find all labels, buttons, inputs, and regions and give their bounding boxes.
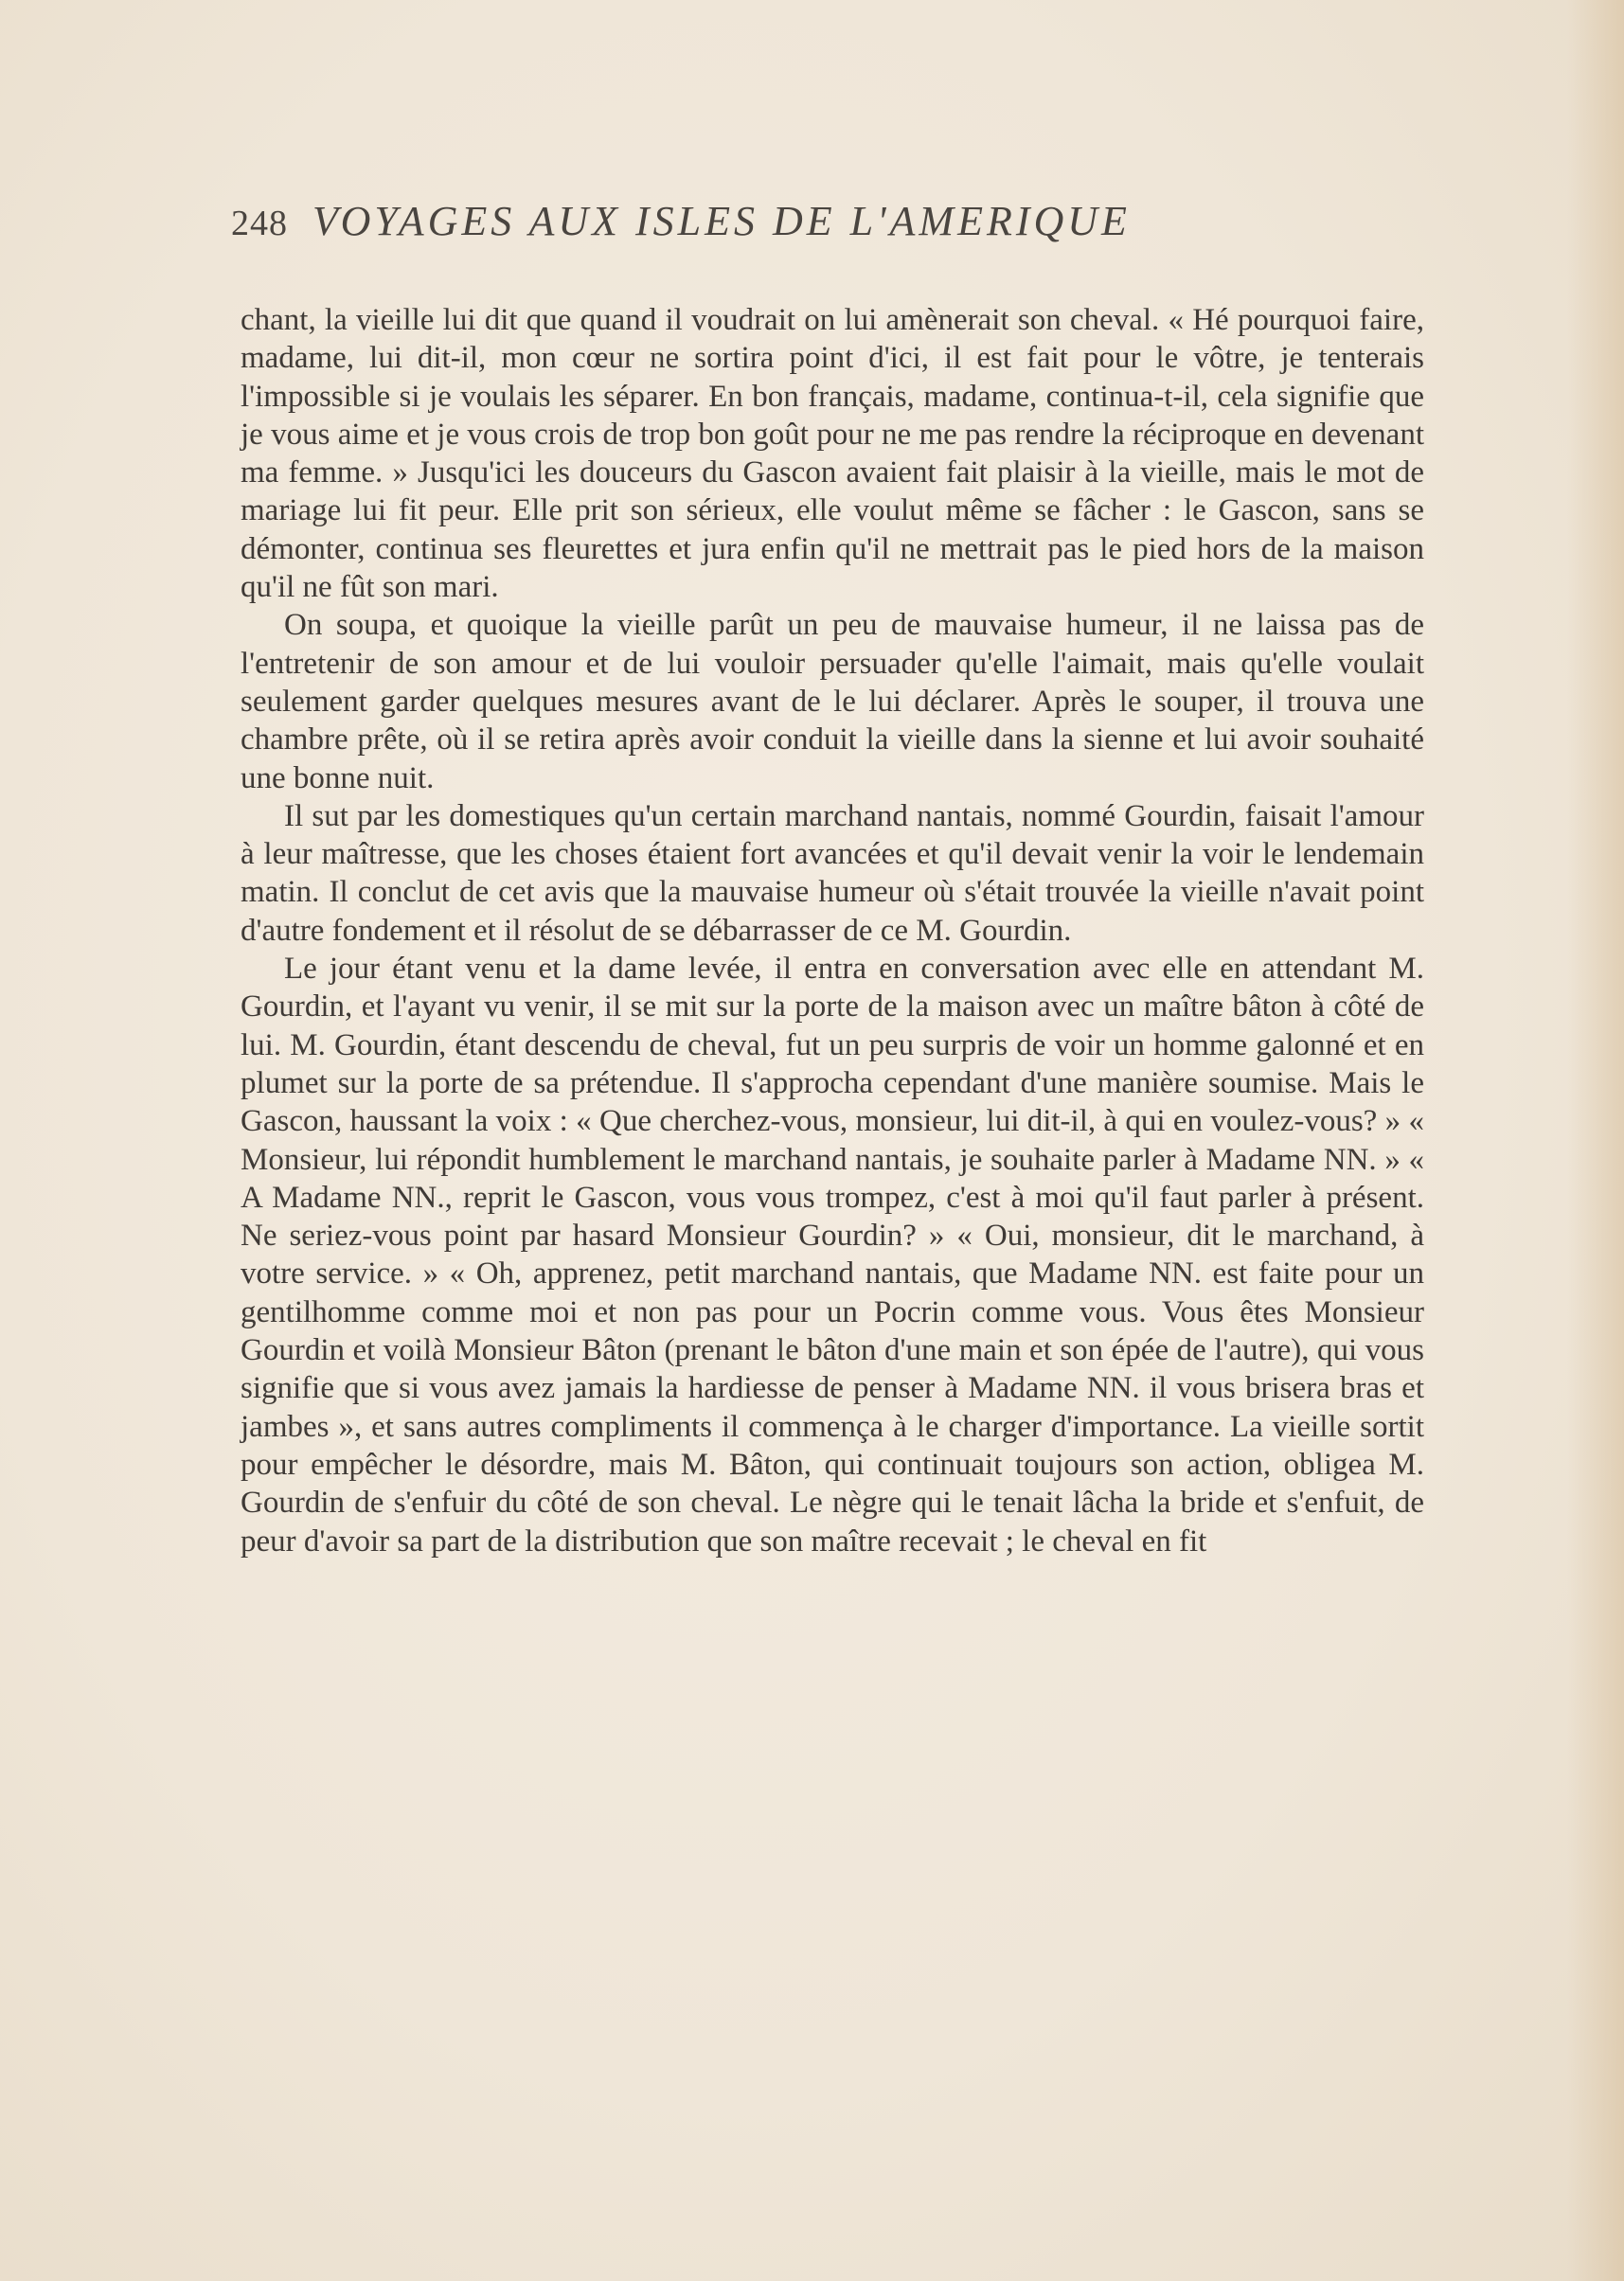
body-text xyxy=(241,301,1424,1560)
page-edge-shadow xyxy=(1567,0,1624,2281)
paragraph: Il sut par les domestiques qu'un certain marchand nantais, nommé Gourdin, faisait l'amour à leur maîtresse, que les choses étaient fort avancées et qu'il devait venir la voir le lendemain matin. Il conclut de cet avis que la mauvaise humeur où s'était trouvée la vieille n'avait point d'autre fondement et il résolut de se débarrasser de ce M. Gourdin. xyxy=(241,798,1424,948)
paragraph: Le jour étant venu et la dame levée, il entra en conversation avec elle en attendant M. Gourdin, et l'ayant vu venir, il se mit sur la porte de la maison avec un maître bâton à côté de lui. M. Gourdin, étant descendu de cheval, fut un peu surpris de voir un homme galonné et en plumet sur la porte de sa prétendue. Il s'approcha cependant d'une manière soumise. Mais le Gascon, haussant la voix : « Que cherchez-vous, monsieur, lui dit-il, à qui en voulez-vous? » « Monsieur, lui répondit humblement le marchand nantais, je souhaite parler à Madame NN. » « A Madame NN., reprit le Gascon, vous vous trompez, c'est à moi qu'il faut parler à présent. Ne seriez-vous point par hasard Monsieur Gourdin? » « Oui, monsieur, dit le marchand, à votre service. » « Oh, apprenez, petit marchand nantais, que Madame NN. est faite pour un gentilhomme comme moi et non pas pour un Pocrin comme vous. Vous êtes Monsieur Gourdin et voilà Monsieur Bâton (prenant le bâton d'une main et son épée de l'autre), qui vous signifie que si vous avez jamais la hardiesse de penser à Madame NN. il vous brisera bras et jambes », et sans autres compliments il commença à le charger d'importance. La vieille sortit pour empêcher le désordre, mais M. Bâton, qui continuait toujours son action, obligea M. Gourdin de s'enfuir du côté de son cheval. Le nègre qui le tenait lâcha la bride et s'enfuit, de peur d'avoir sa part de la distribution que son maître recevait ; le cheval en fit xyxy=(241,952,1424,1559)
paragraph: chant, la vieille lui dit que quand il voudrait on lui amènerait son cheval. « Hé pourquoi faire, madame, lui dit-il, mon cœur ne sortira point d'ici, il est fait pour le vôtre, je tenterais l'impossible si je voulais les séparer. En bon français, madame, continua-t-il, cela signifie que je vous aime et je vous crois de trop bon goût pour ne me pas rendre la réciproque en devenant ma femme. » Jusqu'ici les douceurs du Gascon avaient fait plaisir à la vieille, mais le mot de mariage lui fit peur. Elle prit son sérieux, elle voulut même se fâcher : le Gascon, sans se démonter, continua ses fleurettes et jura enfin qu'il ne mettrait pas le pied hors de la maison qu'il ne fût son mari. xyxy=(241,303,1424,605)
paragraph: On soupa, et quoique la vieille parût un peu de mauvaise humeur, il ne laissa pas de l'entretenir de son amour et de lui vouloir persuader qu'elle l'aimait, mais qu'elle voulait seulement garder quelques mesures avant de le lui déclarer. Après le souper, il trouva une chambre prête, où il se retira après avoir conduit la vieille dans la sienne et lui avoir souhaité une bonne nuit. xyxy=(241,608,1424,795)
running-header xyxy=(231,197,1424,263)
running-title: VOYAGES AUX ISLES DE L'AMERIQUE xyxy=(312,198,1131,244)
page-number: 248 xyxy=(231,204,288,243)
